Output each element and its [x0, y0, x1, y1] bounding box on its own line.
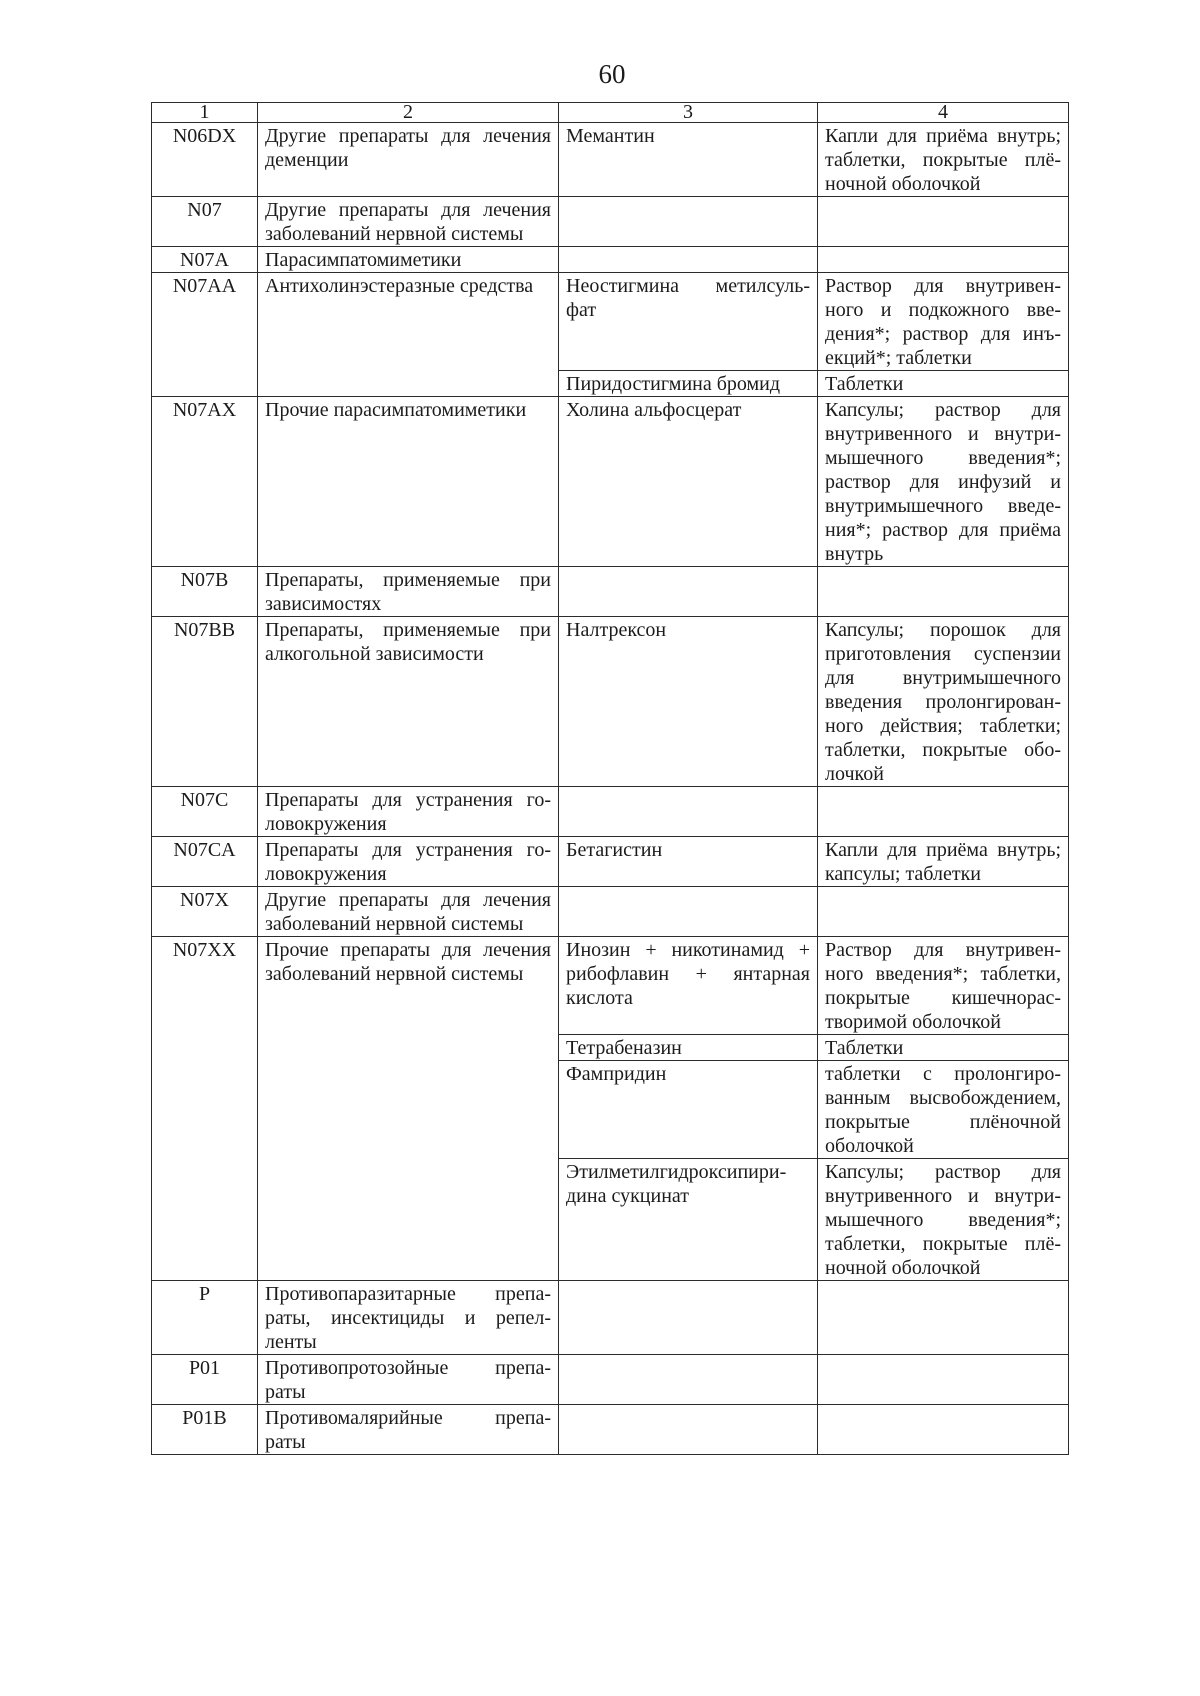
text-line: Противопаразитарные препа- — [265, 1283, 551, 1305]
text-line: ловокружения — [265, 813, 387, 835]
text-line: Препараты, применяемые при — [265, 619, 551, 641]
group-cell — [258, 937, 559, 1281]
atc-code: N07AX — [172, 399, 237, 421]
text-line: екций*; таблетки — [825, 347, 972, 369]
text-line: Препараты для устранения го- — [265, 839, 551, 861]
code-cell — [152, 397, 258, 567]
code-cell — [152, 937, 258, 1281]
forms-cell — [818, 617, 1069, 787]
text-line: Прочие парасимпатомиметики — [265, 399, 527, 421]
text-line: Тетрабеназин — [566, 1037, 682, 1059]
text-line: капсулы; таблетки — [825, 863, 981, 885]
drug-cell — [559, 837, 818, 887]
text-line: Инозин + никотинамид + — [566, 939, 810, 961]
text-line: Этилметилгидроксипири- — [566, 1161, 787, 1183]
text-line: Препараты, применяемые при — [265, 569, 551, 591]
forms-cell — [818, 837, 1069, 887]
forms-cell — [818, 567, 1069, 617]
text-line: таблетки с пролонгиро- — [825, 1063, 1061, 1085]
text-line: Неостигмина метилсуль- — [566, 275, 810, 297]
table-row — [152, 1281, 1069, 1355]
code-cell — [152, 1355, 258, 1405]
atc-code: N06DX — [172, 125, 237, 147]
drug-cell — [559, 617, 818, 787]
text-line: кислота — [566, 987, 633, 1009]
text-line: Капсулы; порошок для — [825, 619, 1061, 641]
drug-cell — [559, 1281, 818, 1355]
drug-cell — [559, 1061, 818, 1159]
text-line: заболеваний нервной системы — [265, 913, 524, 935]
drug-cell — [559, 787, 818, 837]
group-cell — [258, 123, 559, 197]
atc-code: N07XX — [172, 939, 237, 961]
text-line: приготовления суспензии — [825, 643, 1061, 665]
drug-cell — [559, 887, 818, 937]
table-row — [152, 937, 1069, 1035]
text-line: заболеваний нервной системы — [265, 963, 524, 985]
code-cell — [152, 787, 258, 837]
table-row — [152, 197, 1069, 247]
text-line: покрытые плёночной — [825, 1111, 1061, 1133]
atc-code: N07 — [187, 199, 222, 221]
forms-cell — [818, 273, 1069, 371]
forms-cell — [818, 247, 1069, 273]
text-line: Фампридин — [566, 1063, 667, 1085]
page-number: 60 — [598, 59, 626, 89]
forms-cell — [818, 1355, 1069, 1405]
text-line: ного и подкожного вве- — [825, 299, 1061, 321]
text-line: фат — [566, 299, 597, 321]
code-cell — [152, 123, 258, 197]
text-line: ванным высвобождением, — [825, 1087, 1061, 1109]
code-cell — [152, 197, 258, 247]
forms-cell — [818, 397, 1069, 567]
group-cell — [258, 247, 559, 273]
group-cell — [258, 1281, 559, 1355]
forms-cell — [818, 197, 1069, 247]
text-line: ного введения*; таблетки, — [825, 963, 1061, 985]
text-line: мышечного введения*; — [825, 447, 1061, 469]
text-line: Капли для приёма внутрь; — [825, 125, 1061, 147]
text-line: Другие препараты для лечения — [265, 125, 551, 147]
table-row — [152, 787, 1069, 837]
text-line: Другие препараты для лечения — [265, 199, 551, 221]
forms-cell — [818, 123, 1069, 197]
code-cell — [152, 837, 258, 887]
text-line: ния*; раствор для приёма — [825, 519, 1061, 541]
group-cell — [258, 273, 559, 397]
forms-cell — [818, 787, 1069, 837]
text-line: Холина альфосцерат — [566, 399, 742, 421]
text-line: раты, инсектициды и репел- — [265, 1307, 551, 1329]
text-line: Прочие препараты для лечения — [265, 939, 551, 961]
header-row — [152, 103, 1069, 123]
code-cell — [152, 567, 258, 617]
table-row — [152, 567, 1069, 617]
table-row — [152, 1405, 1069, 1455]
group-cell — [258, 1405, 559, 1455]
drug-cell — [559, 247, 818, 273]
table-row — [152, 273, 1069, 371]
drug-cell — [559, 937, 818, 1035]
group-cell — [258, 837, 559, 887]
code-cell — [152, 247, 258, 273]
group-cell — [258, 397, 559, 567]
atc-code: N07A — [180, 249, 229, 271]
atc-code: P01B — [182, 1407, 227, 1429]
group-cell — [258, 617, 559, 787]
text-line: внутривенного и внутри- — [825, 423, 1061, 445]
drug-cell — [559, 197, 818, 247]
forms-cell — [818, 1405, 1069, 1455]
text-line: Капсулы; раствор для — [825, 1161, 1061, 1183]
text-line: Бетагистин — [566, 839, 663, 861]
table-row — [152, 887, 1069, 937]
column-header-1: 1 — [152, 103, 258, 123]
text-line: Антихолинэстеразные средства — [265, 275, 534, 297]
table-row — [152, 617, 1069, 787]
text-line: дина сукцинат — [566, 1185, 689, 1207]
text-line: рибофлавин + янтарная — [566, 963, 810, 985]
text-line: Раствор для внутривен- — [825, 939, 1061, 961]
text-line: для внутримышечного — [825, 667, 1061, 689]
atc-code: N07C — [180, 789, 229, 811]
text-line: заболеваний нервной системы — [265, 223, 524, 245]
atc-code: N07CA — [173, 839, 236, 861]
text-line: ленты — [265, 1331, 317, 1353]
text-line: раты — [265, 1381, 306, 1403]
text-line: покрытые кишечнорас- — [825, 987, 1061, 1009]
atc-code: N07X — [180, 889, 229, 911]
text-line: мышечного введения*; — [825, 1209, 1061, 1231]
group-cell — [258, 567, 559, 617]
text-line: таблетки, покрытые обо- — [825, 739, 1061, 761]
group-cell — [258, 1355, 559, 1405]
text-line: Таблетки — [825, 1037, 904, 1059]
drug-cell — [559, 567, 818, 617]
text-line: введения пролонгирован- — [825, 691, 1061, 713]
forms-cell — [818, 1035, 1069, 1061]
text-line: Капсулы; раствор для — [825, 399, 1061, 421]
table-row — [152, 123, 1069, 197]
text-line: Противомалярийные препа- — [265, 1407, 551, 1429]
text-line: Парасимпатомиметики — [265, 249, 462, 271]
text-line: внутривенного и внутри- — [825, 1185, 1061, 1207]
group-cell — [258, 887, 559, 937]
text-line: ного действия; таблетки; — [825, 715, 1061, 737]
atc-code: N07B — [180, 569, 229, 591]
drug-cell — [559, 1159, 818, 1281]
text-line: таблетки, покрытые плё- — [825, 149, 1061, 171]
drug-cell — [559, 397, 818, 567]
forms-cell — [818, 1159, 1069, 1281]
text-line: Таблетки — [825, 373, 904, 395]
code-cell — [152, 1281, 258, 1355]
text-line: таблетки, покрытые плё- — [825, 1233, 1061, 1255]
text-line: оболочкой — [825, 1135, 914, 1157]
text-line: лочкой — [825, 763, 884, 785]
text-line: Пиридостигмина бромид — [566, 373, 781, 395]
column-header-2: 2 — [258, 103, 559, 123]
forms-cell — [818, 371, 1069, 397]
drug-cell — [559, 273, 818, 371]
drug-cell — [559, 1405, 818, 1455]
code-cell — [152, 1405, 258, 1455]
text-line: зависимостях — [265, 593, 382, 615]
drug-table — [151, 102, 1069, 1455]
column-header-4: 4 — [818, 103, 1069, 123]
text-line: раствор для инфузий и — [825, 471, 1061, 493]
text-line: деменции — [265, 149, 349, 171]
text-line: творимой оболочкой — [825, 1011, 1001, 1033]
atc-code: N07AA — [172, 275, 237, 297]
code-cell — [152, 887, 258, 937]
drug-cell — [559, 123, 818, 197]
text-line: внутрь — [825, 543, 884, 565]
table-row — [152, 397, 1069, 567]
text-line: дения*; раствор для инъ- — [825, 323, 1061, 345]
text-line: ночной оболочкой — [825, 173, 981, 195]
code-cell — [152, 273, 258, 397]
drug-cell — [559, 1035, 818, 1061]
atc-code: N07BB — [173, 619, 236, 641]
forms-cell — [818, 1281, 1069, 1355]
text-line: Мемантин — [566, 125, 655, 147]
text-line: Противопротозойные препа- — [265, 1357, 551, 1379]
text-line: алкогольной зависимости — [265, 643, 484, 665]
atc-code: P — [198, 1283, 211, 1305]
text-line: Налтрексон — [566, 619, 667, 641]
code-cell — [152, 617, 258, 787]
text-line: ночной оболочкой — [825, 1257, 981, 1279]
table-body — [152, 123, 1069, 1455]
text-line: Другие препараты для лечения — [265, 889, 551, 911]
forms-cell — [818, 937, 1069, 1035]
text-line: Раствор для внутривен- — [825, 275, 1061, 297]
column-header-3: 3 — [559, 103, 818, 123]
table-row — [152, 1355, 1069, 1405]
group-cell — [258, 197, 559, 247]
text-line: Препараты для устранения го- — [265, 789, 551, 811]
text-line: раты — [265, 1431, 306, 1453]
atc-code: P01 — [188, 1357, 221, 1379]
text-line: внутримышечного введе- — [825, 495, 1061, 517]
forms-cell — [818, 887, 1069, 937]
table-row — [152, 837, 1069, 887]
drug-cell — [559, 1355, 818, 1405]
text-line: ловокружения — [265, 863, 387, 885]
forms-cell — [818, 1061, 1069, 1159]
drug-cell — [559, 371, 818, 397]
group-cell — [258, 787, 559, 837]
table-row — [152, 247, 1069, 273]
text-line: Капли для приёма внутрь; — [825, 839, 1061, 861]
